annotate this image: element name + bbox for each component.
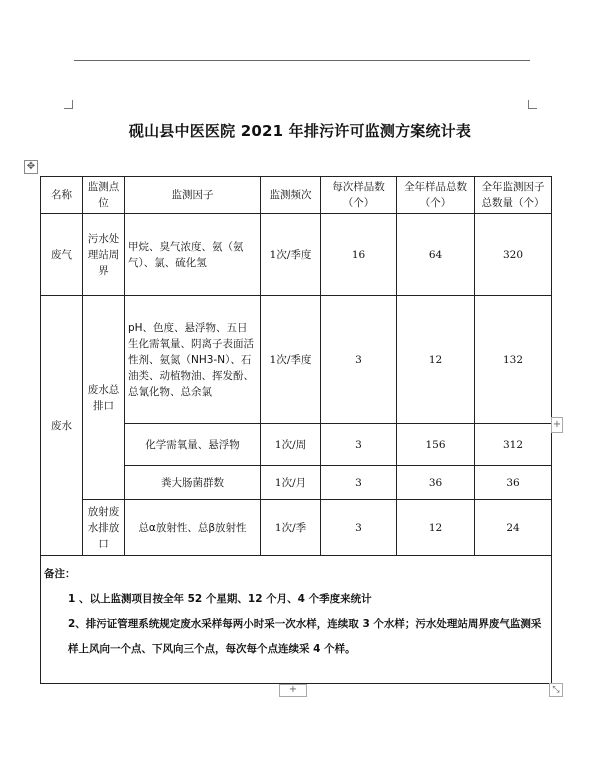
year-total-gas: 64 xyxy=(397,214,475,296)
year-total-water-1: 12 xyxy=(397,296,475,424)
factor-total-water-radio: 24 xyxy=(475,500,552,556)
factor-water-3: 粪大肠菌群数 xyxy=(125,466,261,500)
monitoring-plan-table xyxy=(40,176,552,684)
category-water: 废水 xyxy=(41,296,83,556)
table-move-handle-icon[interactable]: ✥ xyxy=(24,160,38,174)
header-annual-samples: 全年样品总数（个） xyxy=(397,177,475,214)
table-row xyxy=(41,500,552,556)
per-count-water-3: 3 xyxy=(321,466,397,500)
per-count-gas: 16 xyxy=(321,214,397,296)
add-column-plus-icon[interactable]: + xyxy=(551,417,563,433)
header-samples-per-time: 每次样品数（个） xyxy=(321,177,397,214)
add-row-plus-icon[interactable]: + xyxy=(279,684,307,697)
table-row xyxy=(41,296,552,424)
factor-total-water-3: 36 xyxy=(475,466,552,500)
notes-cell xyxy=(41,556,552,684)
margin-corner-marker xyxy=(528,100,537,109)
year-total-water-2: 156 xyxy=(397,424,475,466)
freq-gas: 1次/季度 xyxy=(261,214,321,296)
freq-water-radio: 1次/季 xyxy=(261,500,321,556)
notes-label: 备注： xyxy=(44,568,76,580)
factor-total-gas: 320 xyxy=(475,214,552,296)
factor-water-1: pH、色度、悬浮物、五日生化需氧量、阴离子表面活性剂、氨氮（NH3-N）、石油类、动植物油、挥发酚、总氰化物、总余氯 xyxy=(125,296,261,424)
factor-water-radio: 总α放射性、总β放射性 xyxy=(125,500,261,556)
category-gas: 废气 xyxy=(41,214,83,296)
year-total-water-3: 36 xyxy=(397,466,475,500)
document-title: 砚山县中医医院 2021 年排污许可监测方案统计表 xyxy=(128,122,472,140)
per-count-water-2: 3 xyxy=(321,424,397,466)
point-water-total: 废水总排口 xyxy=(83,296,125,500)
year-total-water-radio: 12 xyxy=(397,500,475,556)
point-gas: 污水处理站周界 xyxy=(83,214,125,296)
factor-gas: 甲烷、臭气浓度、氨（氨气）、氯、硫化氢 xyxy=(125,214,261,296)
notes-row xyxy=(41,556,552,684)
freq-water-2: 1次/周 xyxy=(261,424,321,466)
freq-water-1: 1次/季度 xyxy=(261,296,321,424)
header-name: 名称 xyxy=(41,177,83,214)
point-water-radio: 放射废水排放口 xyxy=(83,500,125,556)
factor-total-water-2: 312 xyxy=(475,424,552,466)
table-row xyxy=(41,214,552,296)
notes-line-2: 2、排污证管理系统规定废水采样每两小时采一次水样，连续取 3 个水样；污水处理站周界废气监测采样上风向一个点、下风向三个点，每次每个点连续采 4 个样。 xyxy=(68,618,542,655)
header-annual-factors: 全年监测因子总数量（个） xyxy=(475,177,552,214)
freq-water-3: 1次/月 xyxy=(261,466,321,500)
page-header-line xyxy=(74,60,530,61)
margin-corner-marker xyxy=(64,100,73,109)
table-header-row xyxy=(41,177,552,214)
header-frequency: 监测频次 xyxy=(261,177,321,214)
header-factor: 监测因子 xyxy=(125,177,261,214)
per-count-water-1: 3 xyxy=(321,296,397,424)
table-resize-icon[interactable]: ⤡ xyxy=(549,683,563,697)
notes-line-1: 1 、以上监测项目按全年 52 个星期、12 个月、4 个季度来统计 xyxy=(68,593,372,605)
factor-total-water-1: 132 xyxy=(475,296,552,424)
header-point: 监测点位 xyxy=(83,177,125,214)
factor-water-2: 化学需氧量、悬浮物 xyxy=(125,424,261,466)
per-count-water-radio: 3 xyxy=(321,500,397,556)
